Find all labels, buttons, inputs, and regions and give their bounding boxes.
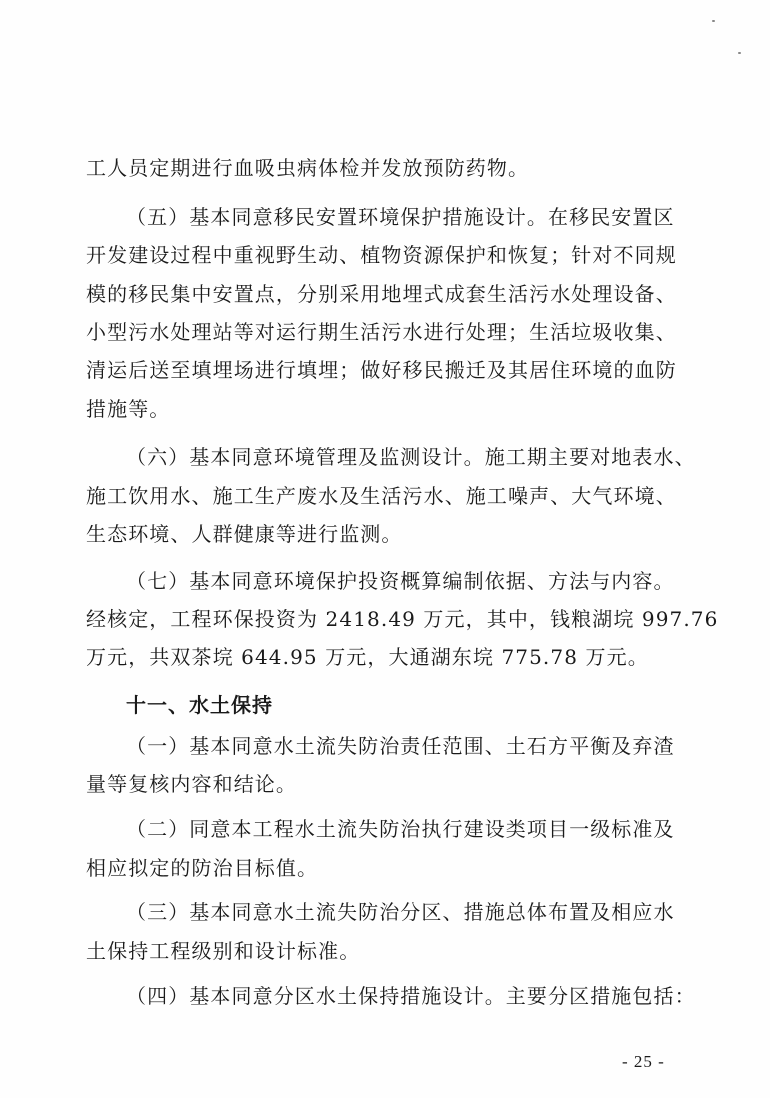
text-line: （六）基本同意环境管理及监测设计。施工期主要对地表水、: [126, 445, 696, 469]
text-line: （三）基本同意水土流失防治分区、措施总体布置及相应水: [126, 900, 675, 924]
text-line: （五）基本同意移民安置环境保护措施设计。在移民安置区: [126, 205, 675, 229]
text-line: （四）基本同意分区水土保持措施设计。主要分区措施包括：: [126, 984, 696, 1008]
text-line: 经核定，工程环保投资为 2418.49 万元，其中，钱粮湖垸 997.76: [86, 607, 719, 631]
text-line: （七）基本同意环境保护投资概算编制依据、方法与内容。: [126, 569, 675, 593]
text-line: （一）基本同意水土流失防治责任范围、土石方平衡及弃渣: [126, 734, 675, 758]
text-line: 工人员定期进行血吸虫病体检并发放预防药物。: [86, 156, 530, 180]
text-line: 清运后送至填埋场进行填埋；做好移民搬迁及其居住环境的血防: [86, 358, 677, 382]
text-line: 相应拟定的防治目标值。: [86, 856, 319, 880]
text-line: 生态环境、人群健康等进行监测。: [86, 522, 403, 546]
text-line: 小型污水处理站等对运行期生活污水进行处理；生活垃圾收集、: [86, 320, 677, 344]
page-number: - 25 -: [622, 1052, 665, 1071]
text-line: 模的移民集中安置点，分别采用地埋式成套生活污水处理设备、: [86, 282, 677, 306]
section-heading: 十一、水土保持: [126, 693, 273, 717]
text-line: （二）同意本工程水土流失防治执行建设类项目一级标准及: [126, 817, 675, 841]
scan-speck: [738, 52, 741, 54]
text-line: 开发建设过程中重视野生动、植物资源保护和恢复；针对不同规: [86, 243, 677, 267]
text-line: 量等复核内容和结论。: [86, 772, 297, 796]
text-line: 措施等。: [86, 397, 171, 421]
text-line: 施工饮用水、施工生产废水及生活污水、施工噪声、大气环境、: [86, 484, 677, 508]
scan-speck: [712, 20, 715, 22]
text-line: 万元，共双茶垸 644.95 万元，大通湖东垸 775.78 万元。: [86, 645, 649, 669]
text-line: 土保持工程级别和设计标准。: [86, 939, 361, 963]
